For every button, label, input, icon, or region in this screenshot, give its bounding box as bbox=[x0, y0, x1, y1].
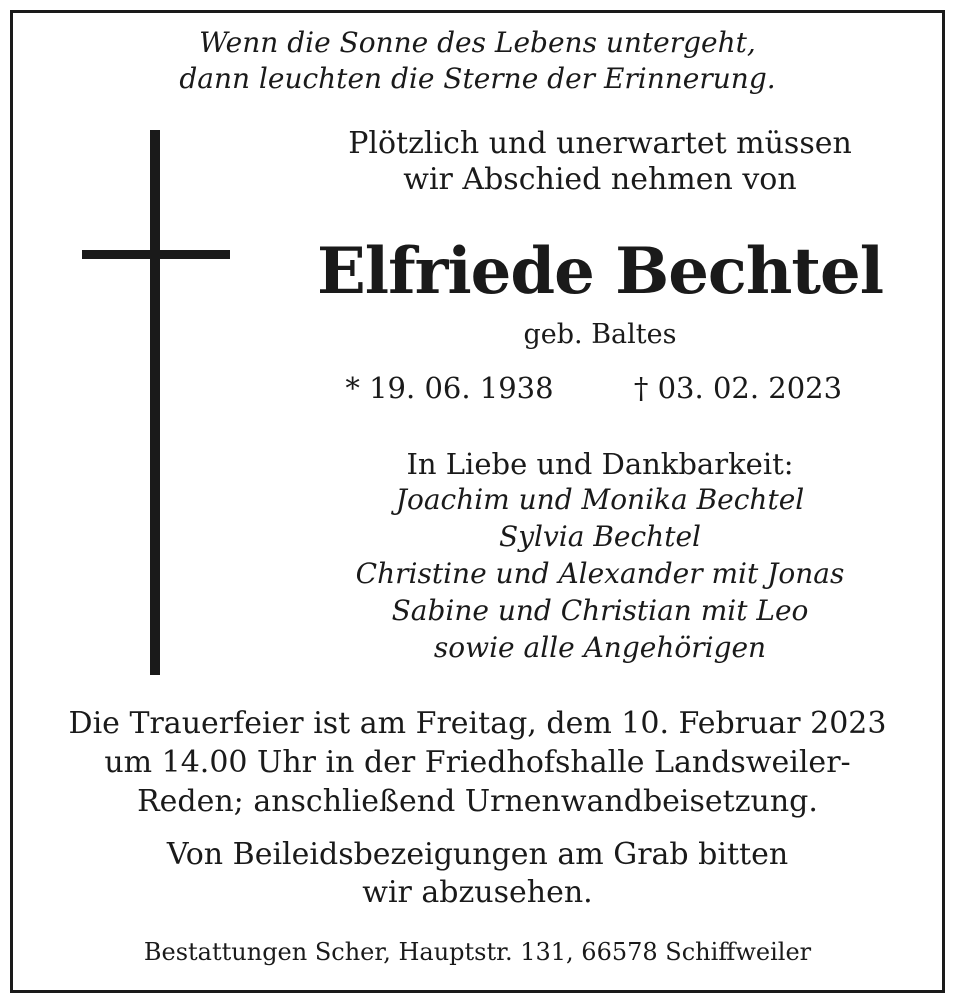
intro-line-1: Plötzlich und unerwartet müssen bbox=[348, 126, 852, 161]
intro-line-2: wir Abschied nehmen von bbox=[403, 162, 797, 197]
death-date: † 03. 02. 2023 bbox=[633, 371, 843, 405]
mourners-heading: In Liebe und Dankbarkeit: bbox=[406, 447, 794, 481]
request-line-2: wir abzusehen. bbox=[362, 875, 593, 910]
mourner-name: Sylvia Bechtel bbox=[499, 520, 701, 553]
request-line-1: Von Beileidsbezeigungen am Grab bitten bbox=[166, 837, 789, 872]
service-line-1: Die Trauerfeier ist am Freitag, dem 10. Februar 2023 bbox=[68, 706, 887, 741]
cross-icon bbox=[82, 130, 230, 675]
mourner-name: sowie alle Angehörigen bbox=[433, 631, 767, 664]
birth-date: * 19. 06. 1938 bbox=[345, 371, 554, 405]
service-line-2: um 14.00 Uhr in der Friedhofshalle Landsweiler- bbox=[104, 745, 851, 780]
motto-line-2: dann leuchten die Sterne der Erinnerung. bbox=[179, 62, 776, 95]
motto-line-1: Wenn die Sonne des Lebens untergeht, bbox=[199, 26, 756, 59]
maiden-name: geb. Baltes bbox=[523, 319, 677, 350]
undertaker-address: Bestattungen Scher, Hauptstr. 131, 66578 Schiffweiler bbox=[143, 938, 812, 966]
mourner-name: Joachim und Monika Bechtel bbox=[395, 483, 805, 516]
deceased-name: Elfriede Bechtel bbox=[316, 234, 884, 309]
service-line-3: Reden; anschließend Urnenwandbeisetzung. bbox=[137, 784, 818, 819]
mourner-name: Christine und Alexander mit Jonas bbox=[355, 557, 845, 590]
mourner-name: Sabine und Christian mit Leo bbox=[391, 594, 809, 627]
